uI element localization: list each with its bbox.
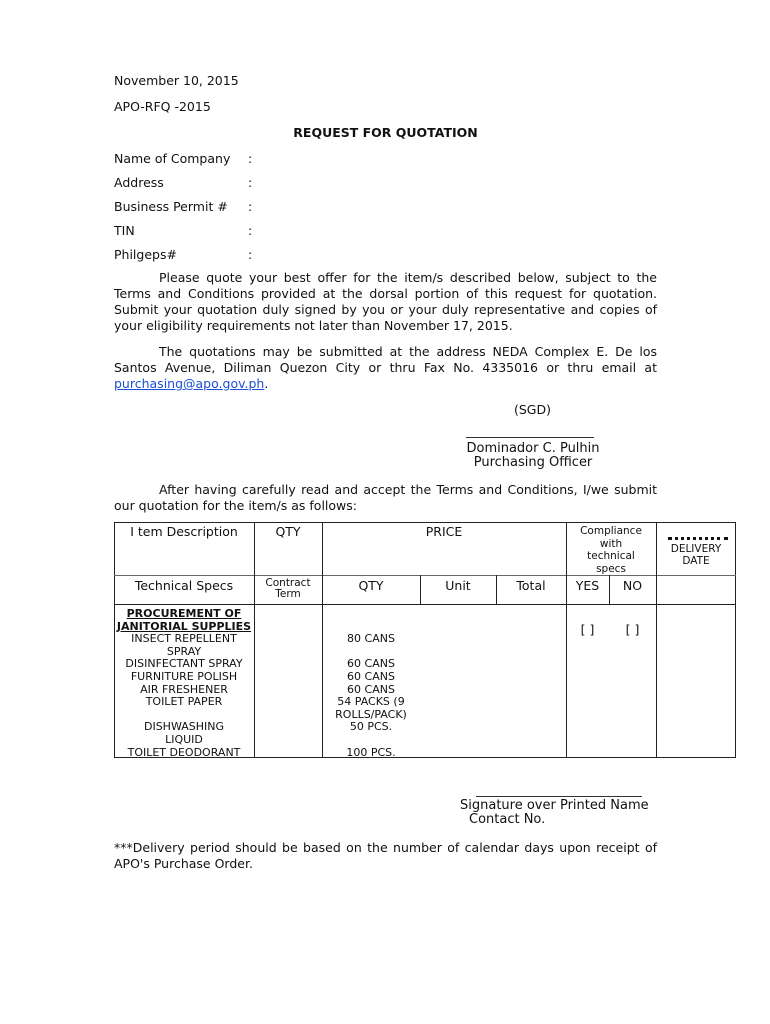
header-price: PRICE	[425, 524, 463, 539]
field-colon: :	[248, 223, 253, 238]
submission-end: .	[264, 376, 269, 391]
item-line: TOILET PAPER	[145, 695, 223, 709]
header-delivery-date	[656, 543, 736, 567]
header-technical-specs: Technical Specs	[134, 578, 234, 593]
bidder-signature-line	[476, 796, 642, 797]
header-compliance	[566, 525, 656, 575]
header-item-description: I tem Description	[130, 524, 238, 539]
instruction-paragraph	[114, 270, 657, 334]
compliance-no-checkbox[interactable]: [ ]	[625, 622, 640, 637]
item-line: DISHWASHING	[143, 720, 225, 734]
header-price-qty: QTY	[358, 578, 384, 593]
item-line: SPRAY	[166, 644, 202, 658]
qty-line: 60 CANS	[347, 669, 395, 683]
item-line: TOILET DEODORANT	[127, 745, 241, 759]
signatory-position: Purchasing Officer	[473, 455, 593, 470]
submission-text: The quotations may be submitted at the address NEDA Complex E. De los Santos Avenue, Diliman Quezon City or thru Fax No. 4335016 or thru email at	[114, 344, 657, 375]
signatory-line	[466, 437, 594, 438]
document-title: REQUEST FOR QUOTATION	[293, 125, 478, 140]
qty-line: 60 CANS	[347, 657, 395, 671]
header-contract-term	[254, 578, 322, 600]
header-yes: YES	[575, 578, 600, 593]
field-label-company: Name of Company	[114, 151, 231, 166]
qty-line: 50 PCS.	[349, 720, 393, 734]
instruction-text: Please quote your best offer for the item/s described below, subject to the Terms and Conditions provided at the dorsal portion of this request for quotation. Submit your quotation duly signed by you or your duly representative and copies of your eligibility requirements not later than November 17, 2015.	[114, 270, 657, 333]
item-line: LIQUID	[165, 732, 203, 746]
compliance-yes-checkbox[interactable]: [ ]	[580, 622, 595, 637]
field-colon: :	[248, 199, 253, 214]
compliance-line: technical	[587, 550, 635, 562]
qty-line: 80 CANS	[347, 632, 395, 646]
delivery-line: DELIVERY	[670, 543, 722, 555]
field-label-tin: TIN	[114, 223, 135, 238]
contract-term-line: Term	[275, 588, 301, 600]
section-title: JANITORIAL SUPPLIES	[116, 619, 252, 633]
compliance-line: with	[599, 537, 623, 550]
table-row-divider	[114, 604, 736, 605]
field-label-address: Address	[114, 175, 164, 190]
document-date: November 10, 2015	[114, 73, 239, 88]
submission-paragraph	[114, 344, 657, 392]
compliance-line: Compliance	[580, 525, 642, 537]
item-line: INSECT REPELLENT	[131, 632, 237, 646]
bidder-contact-label: Contact No.	[469, 812, 546, 827]
qty-line	[322, 734, 420, 747]
qty-line: 60 CANS	[347, 682, 395, 696]
qty-column	[322, 633, 420, 759]
field-label-philgeps: Philgeps#	[114, 247, 177, 262]
field-label-business-permit: Business Permit #	[114, 199, 228, 214]
delivery-dotted-mark	[668, 537, 728, 540]
table-border-top	[114, 522, 736, 523]
acceptance-text: After having carefully read and accept the Terms and Conditions, I/we submit our quotation for the item/s as follows:	[114, 482, 657, 513]
bidder-signature-label: Signature over Printed Name	[460, 798, 649, 813]
acceptance-paragraph	[114, 482, 657, 514]
qty-line: 54 PACKS (9	[337, 695, 405, 709]
field-colon: :	[248, 175, 253, 190]
item-line: AIR FRESHENER	[140, 682, 228, 696]
signed-mark: (SGD)	[514, 402, 551, 417]
item-line: DISINFECTANT SPRAY	[125, 657, 243, 671]
header-no: NO	[622, 578, 643, 593]
items-column	[114, 608, 254, 759]
table-col-divider	[254, 522, 255, 758]
field-colon: :	[248, 247, 253, 262]
section-title: PROCUREMENT OF	[126, 607, 242, 620]
contract-term-line: Contract	[265, 577, 311, 589]
delivery-note: ***Delivery period should be based on the number of calendar days upon receipt of APO's Purchase Order.	[114, 840, 657, 871]
header-unit: Unit	[445, 578, 471, 593]
header-qty: QTY	[275, 524, 301, 539]
item-line: FURNITURE POLISH	[130, 669, 238, 683]
email-link[interactable]: purchasing@apo.gov.ph	[114, 376, 265, 391]
header-total: Total	[516, 578, 546, 593]
field-colon: :	[248, 151, 253, 166]
signatory-name: Dominador C. Pulhin	[466, 441, 600, 456]
compliance-line: specs	[596, 562, 626, 575]
qty-line: 100 PCS.	[346, 745, 396, 759]
reference-number: APO-RFQ -2015	[114, 99, 211, 114]
delivery-line: DATE	[682, 555, 710, 567]
table-row-divider	[114, 575, 736, 576]
qty-line: ROLLS/PACK)	[335, 707, 407, 721]
